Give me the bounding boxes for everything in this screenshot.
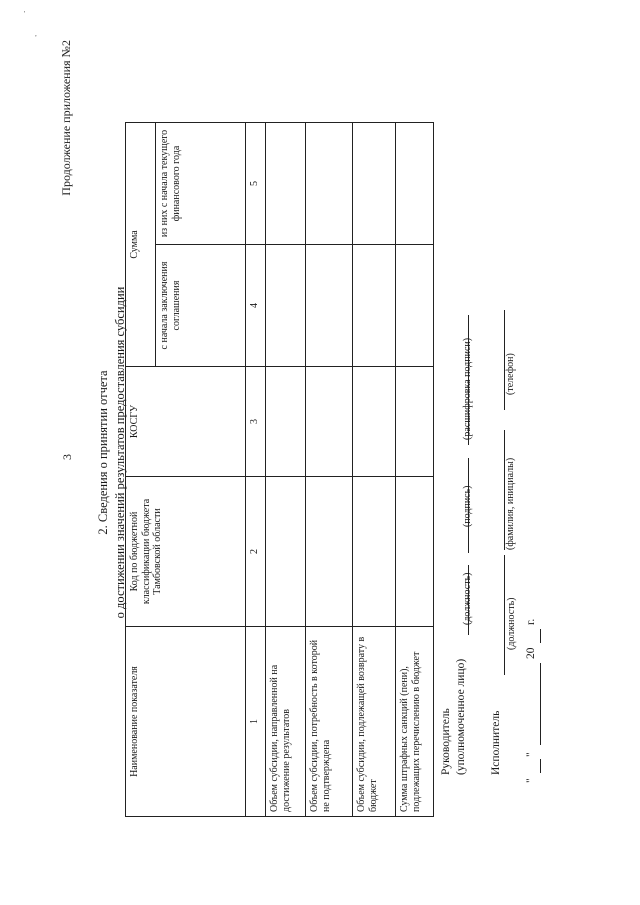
empty-cell (353, 367, 396, 477)
appendix-continuation-note: Продолжение приложения №2 (59, 40, 73, 196)
position-caption: (должность) (462, 572, 473, 625)
date-quote-open: " (525, 778, 537, 783)
head-sub-label: (уполномоченное лицо) (455, 658, 467, 775)
row-label: Объем субсидии, подлежащей возврату в бюджет (353, 627, 396, 817)
column-numbers-row (246, 122, 266, 816)
date-year-prefix: 20 (525, 647, 537, 659)
empty-cell (266, 477, 306, 627)
column-number: 5 (246, 122, 266, 244)
column-number: 4 (246, 245, 266, 367)
empty-cell (396, 367, 434, 477)
column-number: 1 (246, 627, 266, 817)
header-indicator: Наименование показателя (126, 627, 246, 817)
scan-speck: ' (24, 10, 26, 18)
executor-position-line (504, 555, 505, 675)
page-number: 3 (60, 454, 74, 460)
executor-label: Исполнитель (490, 710, 502, 775)
date-quote-close: " (525, 752, 537, 757)
section-subtitle: о достижении значений результатов предоставления субсидии (113, 286, 127, 619)
report-table (125, 122, 434, 817)
empty-cell (396, 122, 434, 244)
header-from-year: из них с начала текущего финансового года (156, 122, 246, 244)
table-row (306, 122, 353, 816)
header-kosgu: КОСГУ (126, 367, 246, 477)
header-budget-code: Код по бюджетной классификации бюджета Тамбовской области (126, 477, 246, 627)
table-row (396, 122, 434, 816)
full-name-caption: (фамилия, инициалы) (505, 457, 516, 550)
empty-cell (306, 477, 353, 627)
empty-cell (266, 245, 306, 367)
header-row (126, 122, 156, 816)
date-year-suffix: г. (525, 618, 537, 625)
header-from-agreement: с начала заключения соглашения (156, 245, 246, 367)
executor-position-caption: (должность) (506, 597, 517, 650)
empty-cell (306, 245, 353, 367)
row-label: Объем субсидии, потребность в которой не подтверждена (306, 627, 353, 817)
signature-caption: (подпись) (462, 485, 473, 527)
decoding-caption: (расшифровка подписи) (462, 337, 473, 440)
row-label: Объем субсидии, направленной на достижение результатов (266, 627, 306, 817)
phone-caption: (телефон) (505, 353, 516, 395)
empty-cell (266, 122, 306, 244)
empty-cell (306, 367, 353, 477)
empty-cell (396, 477, 434, 627)
head-label: Руководитель (440, 708, 452, 775)
empty-cell (266, 367, 306, 477)
table-row (266, 122, 306, 816)
column-number: 3 (246, 367, 266, 477)
date-year-line (540, 629, 541, 643)
empty-cell (306, 122, 353, 244)
empty-cell (353, 245, 396, 367)
empty-cell (353, 477, 396, 627)
scan-speck: , (35, 30, 37, 38)
empty-cell (353, 122, 396, 244)
table-row (353, 122, 396, 816)
column-number: 2 (246, 477, 266, 627)
empty-cell (396, 245, 434, 367)
date-month-line (540, 663, 541, 745)
row-label: Сумма штрафных санкций (пени), подлежащих перечислению в бюджет (396, 627, 434, 817)
section-title: 2. Сведения о принятии отчета (96, 370, 110, 535)
date-day-line (540, 759, 541, 773)
header-sum: Сумма (126, 122, 156, 366)
